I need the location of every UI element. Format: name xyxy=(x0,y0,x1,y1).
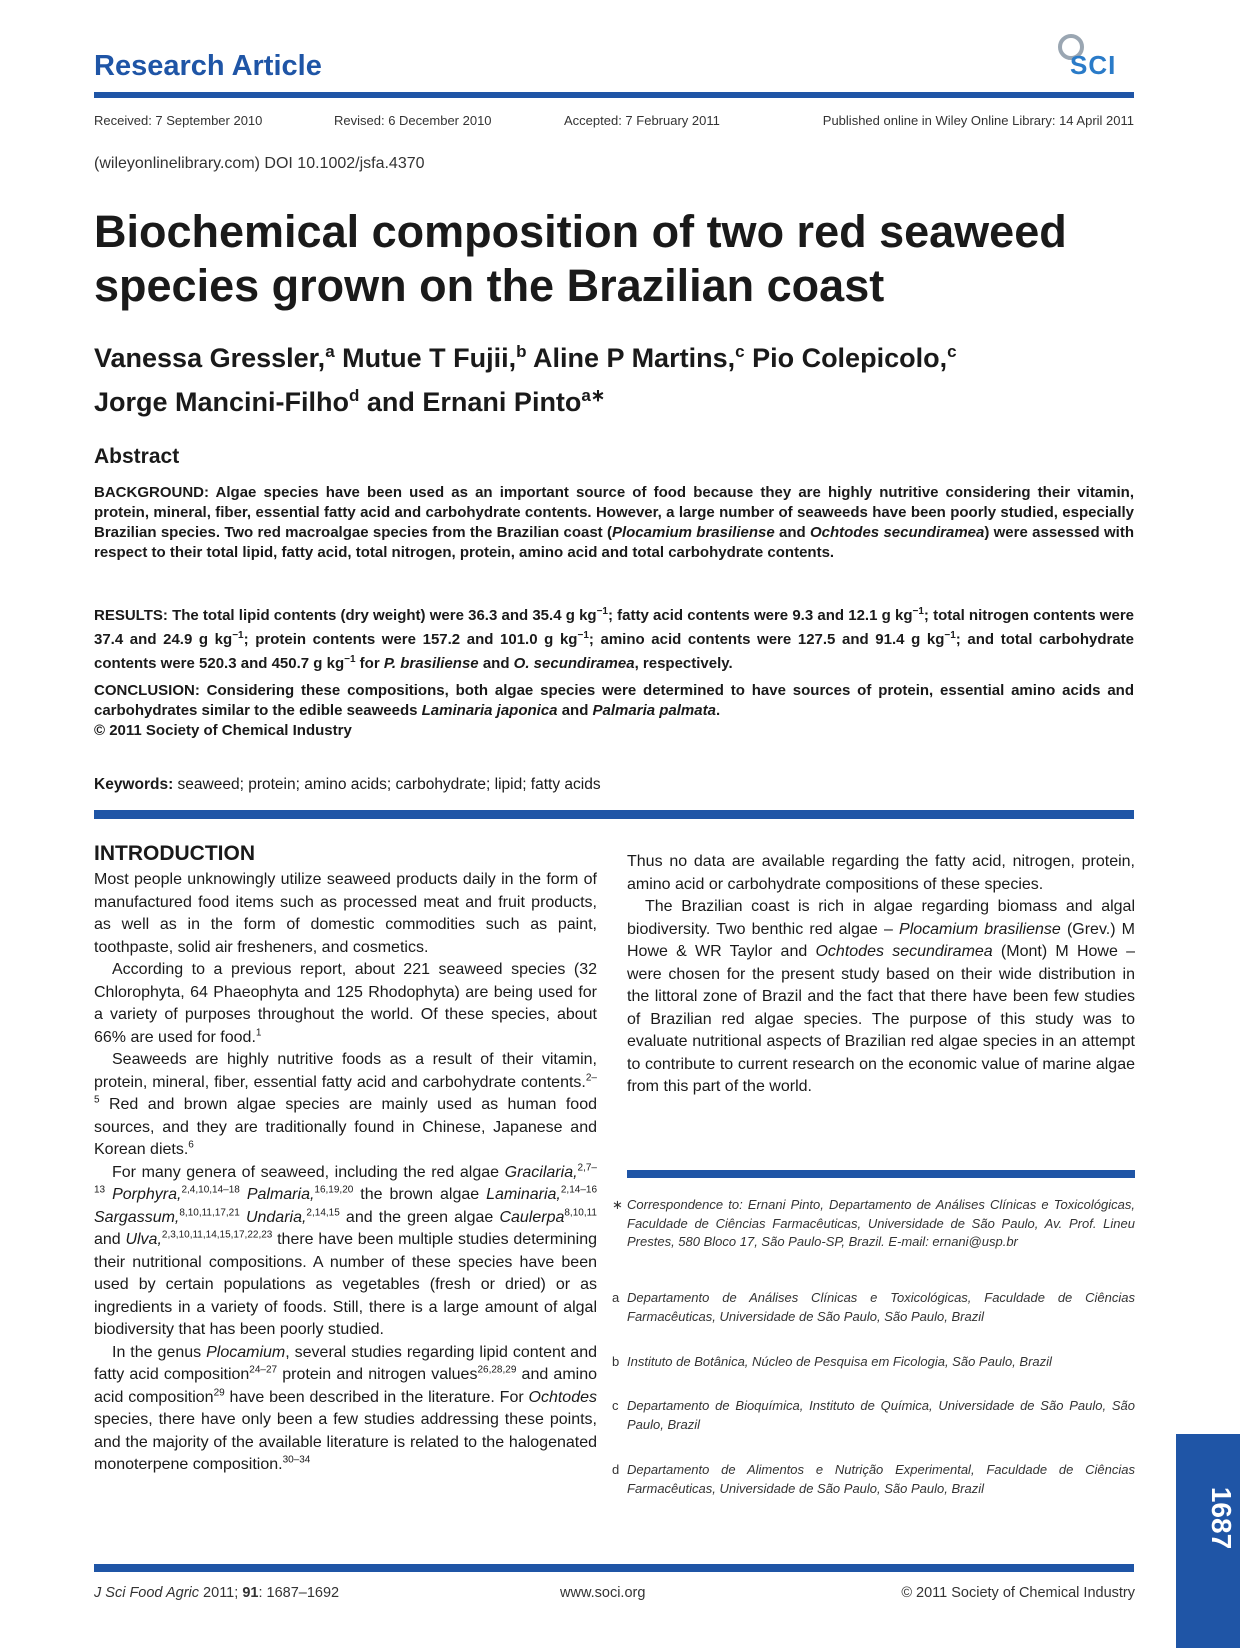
text: RESULTS: The total lipid contents (dry weight) were 36.3 and 35.4 g kg xyxy=(94,607,597,624)
genus-name: Caulerpa xyxy=(499,1208,565,1226)
published-date: Published online in Wiley Online Library: 14 April 2011 xyxy=(822,113,1134,128)
abstract-rule xyxy=(94,810,1134,819)
article-title xyxy=(94,205,1144,313)
journal-name: J Sci Food Agric xyxy=(94,1585,200,1601)
affiliation-mark: b xyxy=(516,342,527,361)
revised-date: Revised: 6 December 2010 xyxy=(334,113,492,128)
keywords-line xyxy=(94,776,601,794)
paragraph xyxy=(94,1049,597,1162)
footnote-affiliation-b xyxy=(612,1353,1135,1372)
left-column xyxy=(94,869,597,1477)
title-line-1: Biochemical composition of two red seaweed xyxy=(94,206,1067,257)
citation: 16,19,20 xyxy=(314,1184,354,1196)
text: (Mont) M Howe – were chosen for the present study based on their wide distribution in the littoral zone of Brazil and the fact that there have been few studies of Brazilian red algae species. The purpose of this study was to evaluate nutritional aspects of Brazilian red algae species in an attempt to contribute to current research on the economic value of marine algae from this part of the world. xyxy=(627,943,1135,1095)
text: protein and nitrogen values xyxy=(277,1366,478,1383)
text: ; and total carbohydrate contents were 520.3 and 450.7 g kg xyxy=(94,631,1135,672)
keywords-label: Keywords: xyxy=(94,776,174,793)
text: . xyxy=(715,702,721,719)
footnote-mark: ∗ xyxy=(612,1197,623,1212)
footer-rule xyxy=(94,1564,1134,1572)
text: ; amino acid contents were 127.5 and 91.4 g kg xyxy=(588,631,945,648)
citation: 2,14,15 xyxy=(306,1207,340,1219)
text: , respectively. xyxy=(634,655,733,672)
received-date: Received: 7 September 2010 xyxy=(94,113,263,128)
volume: 91 xyxy=(242,1585,259,1601)
affiliation-mark: a∗ xyxy=(581,386,606,405)
abstract-heading: Abstract xyxy=(94,445,180,468)
text: the brown algae xyxy=(353,1186,487,1203)
text: and the green algae xyxy=(339,1208,500,1226)
text: According to a previous report, about 221 seaweed species (32 Chlorophyta, 64 Phaeophyta and 125 Rhodophyta) are being used for a variety of purposes throughout the world. Of these species, about 66% are used for food. xyxy=(94,961,597,1046)
affiliation-mark: d xyxy=(349,386,360,405)
paragraph: Thus no data are available regarding the fatty acid, nitrogen, protein, amino acid or carbohydrate compositions of these species. xyxy=(627,853,1135,893)
footnote-correspondence xyxy=(612,1196,1135,1252)
section-heading: INTRODUCTION xyxy=(94,842,255,865)
genus-name: Plocamium xyxy=(206,1343,286,1361)
text: For many genera of seaweed, including the red algae xyxy=(112,1163,505,1181)
genus-name: Porphyra, xyxy=(112,1186,182,1203)
genus-name: Palmaria, xyxy=(246,1186,315,1203)
abstract-background xyxy=(94,483,1134,563)
footnote-mark: c xyxy=(612,1398,619,1413)
text: The Brazilian coast is rich in algae regarding biomass and algal biodiversity. Two benthic red algae – xyxy=(627,898,1135,938)
footnote-mark: a xyxy=(612,1290,620,1305)
author-name: Mutue T Fujii, xyxy=(334,343,517,373)
footnote-affiliation-c xyxy=(612,1397,1135,1434)
footnote-affiliation-d xyxy=(612,1461,1135,1498)
text: (Grev.) M Howe & WR Taylor and xyxy=(627,920,1136,960)
genus-name: Laminaria, xyxy=(486,1186,561,1203)
paragraph xyxy=(94,959,597,1049)
citation: 6 xyxy=(188,1139,194,1151)
footnote-mark: d xyxy=(612,1462,620,1477)
citation: 8,10,11 xyxy=(564,1207,597,1219)
footnote-text: Correspondence to: Ernani Pinto, Departamento de Análises Clínicas e Toxicológicas, Faculdade de Ciências Farmacêuticas, Universidade de São Paulo, Av. Prof. Lineu Prestes, 580 Bloco 17, São Paulo-SP, Brazil. E-mail: ernani@usp.br xyxy=(627,1197,1135,1249)
text: and xyxy=(774,524,810,541)
accepted-date: Accepted: 7 February 2011 xyxy=(564,113,720,128)
abstract-conclusion xyxy=(94,681,1134,741)
page-number-tab xyxy=(1176,1434,1240,1648)
exponent: −1 xyxy=(912,606,924,617)
text: : 1687–1692 xyxy=(258,1585,340,1601)
citation: 2,4,10,14–18 xyxy=(181,1184,240,1196)
header-rule xyxy=(94,92,1134,98)
author-name: Vanessa Gressler, xyxy=(94,343,326,373)
affiliation-mark: c xyxy=(947,342,957,361)
species-name: P. brasiliense xyxy=(383,655,479,672)
abstract-results xyxy=(94,602,1134,674)
text: ) were assessed with respect to their total lipid, fatty acid, total nitrogen, protein, amino acid and total carbohydrate contents. xyxy=(94,524,1134,561)
text: Seaweeds are highly nutritive foods as a result of their vitamin, protein, mineral, fiber, essential fatty acid and carbohydrate contents. xyxy=(94,1051,597,1091)
text: In the genus xyxy=(112,1343,207,1361)
keywords-list: seaweed; protein; amino acids; carbohydrate; lipid; fatty acids xyxy=(173,776,601,793)
species-name: Ochtodes secundiramea xyxy=(815,943,993,960)
author-name: and Ernani Pinto xyxy=(359,387,582,417)
exponent: −1 xyxy=(944,630,956,641)
exponent: −1 xyxy=(577,630,589,641)
website-link[interactable]: www.soci.org xyxy=(560,1585,646,1601)
citation: 30–34 xyxy=(282,1454,311,1466)
right-column xyxy=(627,851,1135,1099)
title-line-2: species grown on the Brazilian coast xyxy=(94,260,885,311)
exponent: −1 xyxy=(232,630,244,641)
citation: 2,7–13 xyxy=(94,1162,597,1196)
author-list xyxy=(94,333,1134,421)
footnote-mark: b xyxy=(612,1354,620,1369)
species-name: Palmaria palmata xyxy=(592,702,716,719)
text: and xyxy=(94,1231,126,1248)
paragraph xyxy=(94,1162,597,1342)
sci-logo xyxy=(1052,30,1136,82)
genus-name: Undaria, xyxy=(245,1208,307,1226)
citation: 2,14–16 xyxy=(560,1184,598,1196)
section-label: Research Article xyxy=(94,50,322,82)
footnote-rule xyxy=(627,1170,1135,1178)
text: , several studies regarding lipid content and fatty acid composition xyxy=(94,1343,598,1383)
footnote-text: Departamento de Bioquímica, Instituto de Química, Universidade de São Paulo, São Paulo, Brazil xyxy=(627,1398,1135,1432)
abstract-copyright: © 2011 Society of Chemical Industry xyxy=(94,722,352,739)
affiliation-mark: a xyxy=(325,342,335,361)
affiliation-mark: c xyxy=(735,342,745,361)
species-name: O. secundiramea xyxy=(513,655,635,672)
paragraph: Most people unknowingly utilize seaweed products daily in the form of manufactured food items such as processed meat and fruit products, as well as in the form of domestic commodities such as paint, toothpaste, solid air fresheners, and cosmetics. xyxy=(94,871,597,956)
species-name: Plocamium brasiliense xyxy=(899,920,1061,938)
logo-text: SCI xyxy=(1070,50,1117,80)
genus-name: Ochtodes xyxy=(528,1388,597,1406)
footnote-text: Instituto de Botânica, Núcleo de Pesquisa em Ficologia, São Paulo, Brazil xyxy=(627,1354,1052,1369)
genus-name: Ulva, xyxy=(125,1231,162,1248)
text: for xyxy=(355,655,384,672)
text: ; protein contents were 157.2 and 101.0 g kg xyxy=(243,631,578,648)
text: and xyxy=(478,655,514,672)
author-name: Jorge Mancini-Filho xyxy=(94,387,350,417)
text: ; fatty acid contents were 9.3 and 12.1 g kg xyxy=(608,607,913,624)
species-name: Plocamium brasiliense xyxy=(611,524,775,541)
citation: 8,10,11,17,21 xyxy=(179,1207,240,1219)
text: and amino acid composition xyxy=(94,1366,597,1406)
species-name: Ochtodes secundiramea xyxy=(809,524,985,541)
citation: 2,3,10,11,14,15,17,22,23 xyxy=(161,1229,273,1241)
text: ; total nitrogen contents were 37.4 and 24.9 g kg xyxy=(94,607,1135,648)
text: BACKGROUND: Algae species have been used as an important source of food because they are highly nutritive considering their vitamin, protein, mineral, fiber, essential fatty acid and carbohydrate contents. However, a large number of seaweeds have been poorly studied, especially Brazilian species. Two red macroalgae species from the Brazilian coast ( xyxy=(94,484,1134,541)
text: and xyxy=(557,702,593,719)
footnote-affiliation-a xyxy=(612,1289,1135,1326)
text: have been described in the literature. For xyxy=(224,1388,529,1406)
citation: 2–5 xyxy=(94,1072,597,1106)
exponent: −1 xyxy=(596,606,608,617)
genus-name: Gracilaria, xyxy=(504,1163,578,1181)
paragraph xyxy=(627,896,1135,1099)
citation: 26,28,29 xyxy=(477,1364,517,1376)
footer-copyright: © 2011 Society of Chemical Industry xyxy=(901,1585,1135,1601)
exponent: −1 xyxy=(344,654,356,665)
citation: 24–27 xyxy=(249,1364,278,1376)
text: there have been multiple studies determining their nutritional compositions. A number of these species have been used by certain populations as vegetables (fresh or dried) or as ingredients in a variety of foods. Still, there is a large amount of algal biodiversity that has been poorly studied. xyxy=(94,1231,597,1338)
text: Red and brown algae species are mainly used as human food sources, and they are traditionally found in Chinese, Japanese and Korean diets. xyxy=(94,1096,597,1158)
citation: 1 xyxy=(255,1027,262,1039)
text: CONCLUSION: Considering these compositions, both algae species were determined to have sources of protein, essential amino acids and carbohydrates similar to the edible seaweeds xyxy=(94,682,1134,719)
footnote-text: Departamento de Alimentos e Nutrição Experimental, Faculdade de Ciências Farmacêuticas, Universidade de São Paulo, São Paulo, Brazil xyxy=(627,1462,1135,1496)
text: species, there have only been a few studies addressing these points, and the majority of the available literature is related to the halogenated monoterpene composition. xyxy=(94,1411,597,1473)
text: 2011; xyxy=(199,1585,243,1601)
species-name: Laminaria japonica xyxy=(421,702,558,719)
author-name: Pio Colepicolo, xyxy=(744,343,948,373)
author-name: Aline P Martins, xyxy=(526,343,736,373)
paragraph xyxy=(94,1342,597,1477)
citation: 29 xyxy=(213,1387,225,1399)
journal-citation xyxy=(94,1585,339,1601)
doi-line: (wileyonlinelibrary.com) DOI 10.1002/jsfa.4370 xyxy=(94,155,425,172)
footnote-text: Departamento de Análises Clínicas e Toxicológicas, Faculdade de Ciências Farmacêuticas, Universidade de São Paulo, São Paulo, Brazil xyxy=(627,1290,1135,1324)
page-number: 1687 xyxy=(1206,1486,1238,1550)
genus-name: Sargassum, xyxy=(94,1208,180,1226)
